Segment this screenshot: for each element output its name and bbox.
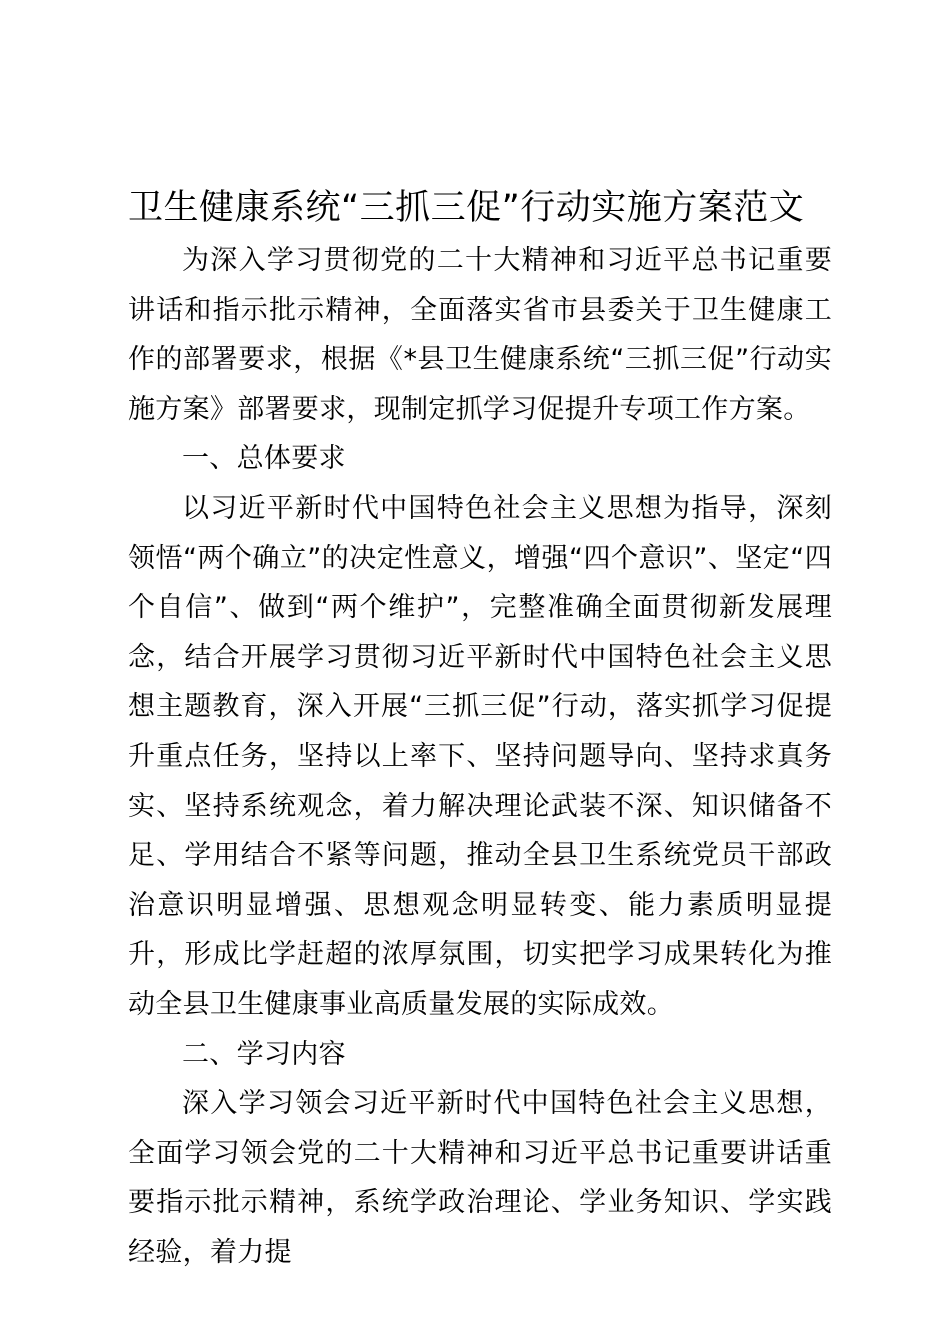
document-page bbox=[128, 180, 832, 1277]
section-body-overall-requirements: 以习近平新时代中国特色社会主义思想为指导，深刻领悟“两个确立”的决定性意义，增强“四个意识”、坚定“四个自信”、做到“两个维护”，完整准确全面贯彻新发展理念，结合开展学习贯彻习近平新时代中国特色社会主义思想主题教育，深入开展“三抓三促”行动，落实抓学习促提升重点任务，坚持以上率下、坚持问题导向、坚持求真务实、坚持系统观念，着力解决理论武装不深、知识储备不足、学用结合不紧等问题，推动全县卫生系统党员干部政治意识明显增强、思想观念明显转变、能力素质明显提升，形成比学赶超的浓厚氛围，切实把学习成果转化为推动全县卫生健康事业高质量发展的实际成效。 bbox=[128, 492, 832, 1020]
intro-paragraph: 为深入学习贯彻党的二十大精神和习近平总书记重要讲话和指示批示精神，全面落实省市县委关于卫生健康工作的部署要求，根据《*县卫生健康系统“三抓三促”行动实施方案》部署要求，现制定抓学习促提升专项工作方案。 bbox=[128, 245, 832, 425]
section-heading-overall-requirements: 一、总体要求 bbox=[182, 443, 346, 475]
document-title: 卫生健康系统“三抓三促”行动实施方案范文 bbox=[128, 188, 805, 228]
section-body-study-content: 深入学习领会习近平新时代中国特色社会主义思想，全面学习领会党的二十大精神和习近平总书记重要讲话重要指示批示精神，系统学政治理论、学业务知识、学实践经验，着力提 bbox=[128, 1088, 832, 1268]
section-heading-study-content: 二、学习内容 bbox=[182, 1038, 346, 1070]
